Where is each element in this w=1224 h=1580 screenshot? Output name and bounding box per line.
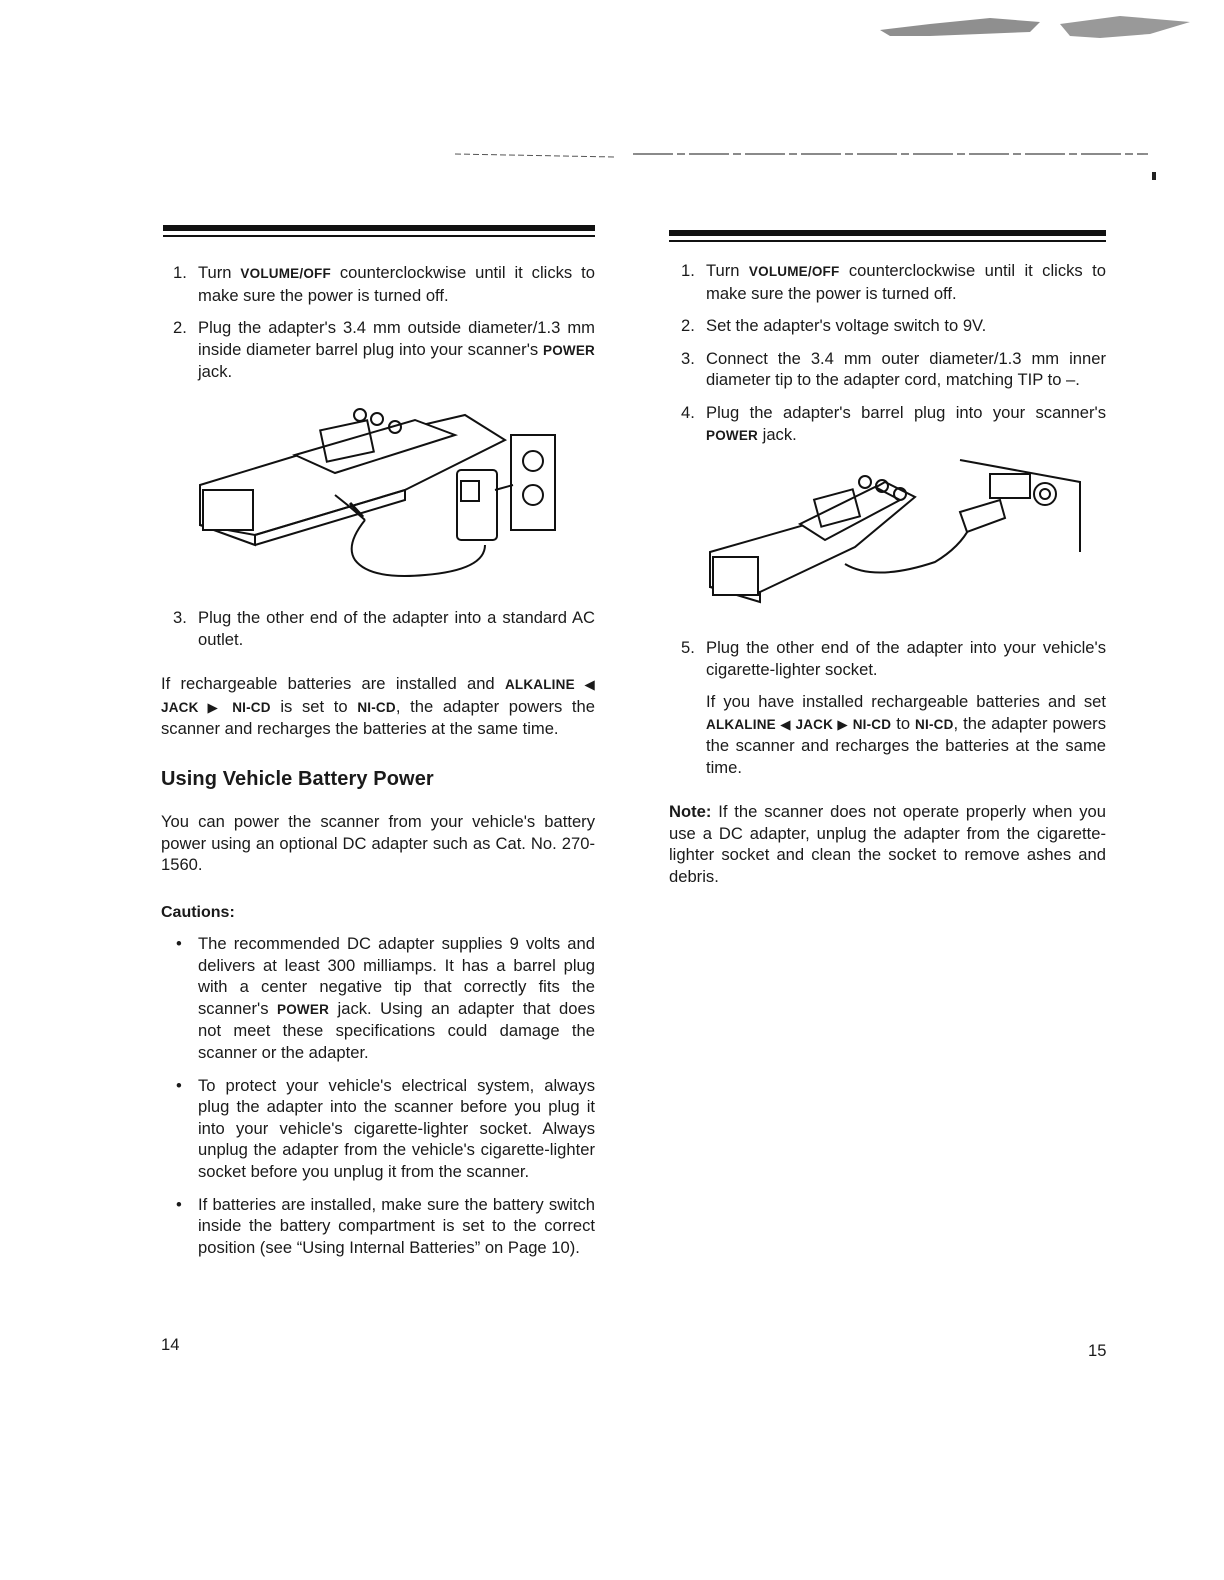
section-heading: Using Vehicle Battery Power	[161, 768, 434, 790]
scan-artifact-top	[0, 0, 1224, 180]
intro-paragraph: You can power the scanner from your vehicle's battery power using an optional DC adapter such as Cat. No. 270-1560.	[161, 812, 595, 875]
cautions-label: Cautions:	[161, 904, 235, 921]
list-item: • If batteries are installed, make sure the battery switch inside the battery compartment is set to the correct position (see “Using Internal Batteries” on Page 10).	[176, 1194, 595, 1257]
list-item: 3. Connect the 3.4 mm outer diameter/1.3 mm inner diameter tip to the adapter cord, matching TIP to –.	[681, 348, 1106, 390]
left-steps-top	[161, 262, 595, 383]
list-item: 5. Plug the other end of the adapter into your vehicle's cigarette-lighter socket.	[681, 638, 1106, 679]
list-item: 2. Set the adapter's voltage switch to 9V.	[681, 316, 987, 336]
right-top-rule-thin	[669, 240, 1106, 242]
right-step5	[669, 637, 1106, 779]
left-top-rule	[163, 225, 595, 231]
step5-note: If you have installed rechargeable batteries and set ALKALINE ◀ JACK ▶ NI-CD to NI-CD, the adapter powers the scanner and recharges the batteries at the same time.	[706, 692, 1106, 777]
page-number-right: 15	[1088, 1341, 1107, 1360]
note-paragraph: Note: If the scanner does not operate properly when you use a DC adapter, unplug the adapter from the cigarette-lighter socket and clean the socket to remove ashes and debris.	[669, 802, 1106, 886]
right-steps	[669, 260, 1106, 446]
left-step3	[161, 607, 595, 650]
list-item: 1. Turn VOLUME/OFF counterclockwise until it clicks to make sure the power is turned off.	[681, 261, 1106, 303]
ac-adapter-illustration	[195, 395, 575, 595]
left-top-rule-thin	[163, 235, 595, 237]
dc-adapter-illustration	[705, 452, 1085, 622]
page-number-left: 14	[161, 1335, 180, 1354]
list-item: 3. Plug the other end of the adapter into a standard AC outlet.	[173, 608, 595, 649]
right-top-rule	[669, 230, 1106, 236]
list-item: • The recommended DC adapter supplies 9 volts and delivers at least 300 milliamps. It has a barrel plug with a center negative tip that correctly fits the scanner's POWER jack. Using an adapter that does not meet these specifications could damage the scanner or the adapter.	[176, 934, 595, 1062]
list-item: 2. Plug the adapter's 3.4 mm outside diameter/1.3 mm inside diameter barrel plug into your scanner's POWER jack.	[173, 318, 595, 382]
cautions-list	[161, 933, 595, 1258]
list-item: • To protect your vehicle's electrical system, always plug the adapter into the scanner before you plug it into your vehicle's cigarette-lighter socket. Always unplug the adapter from the vehicle's cigarette-lighter socket before you unplug it from the scanner.	[176, 1075, 595, 1181]
list-item: 1. Turn VOLUME/OFF counterclockwise until it clicks to make sure the power is turned off.	[173, 263, 595, 305]
list-item: 4. Plug the adapter's barrel plug into your scanner's POWER jack.	[681, 402, 1106, 444]
left-paragraph-recharge: If rechargeable batteries are installed and ALKALINE ◀ JACK ▶ NI-CD is set to NI-CD, the adapter powers the scanner and recharges the batteries at the same time.	[161, 674, 595, 739]
